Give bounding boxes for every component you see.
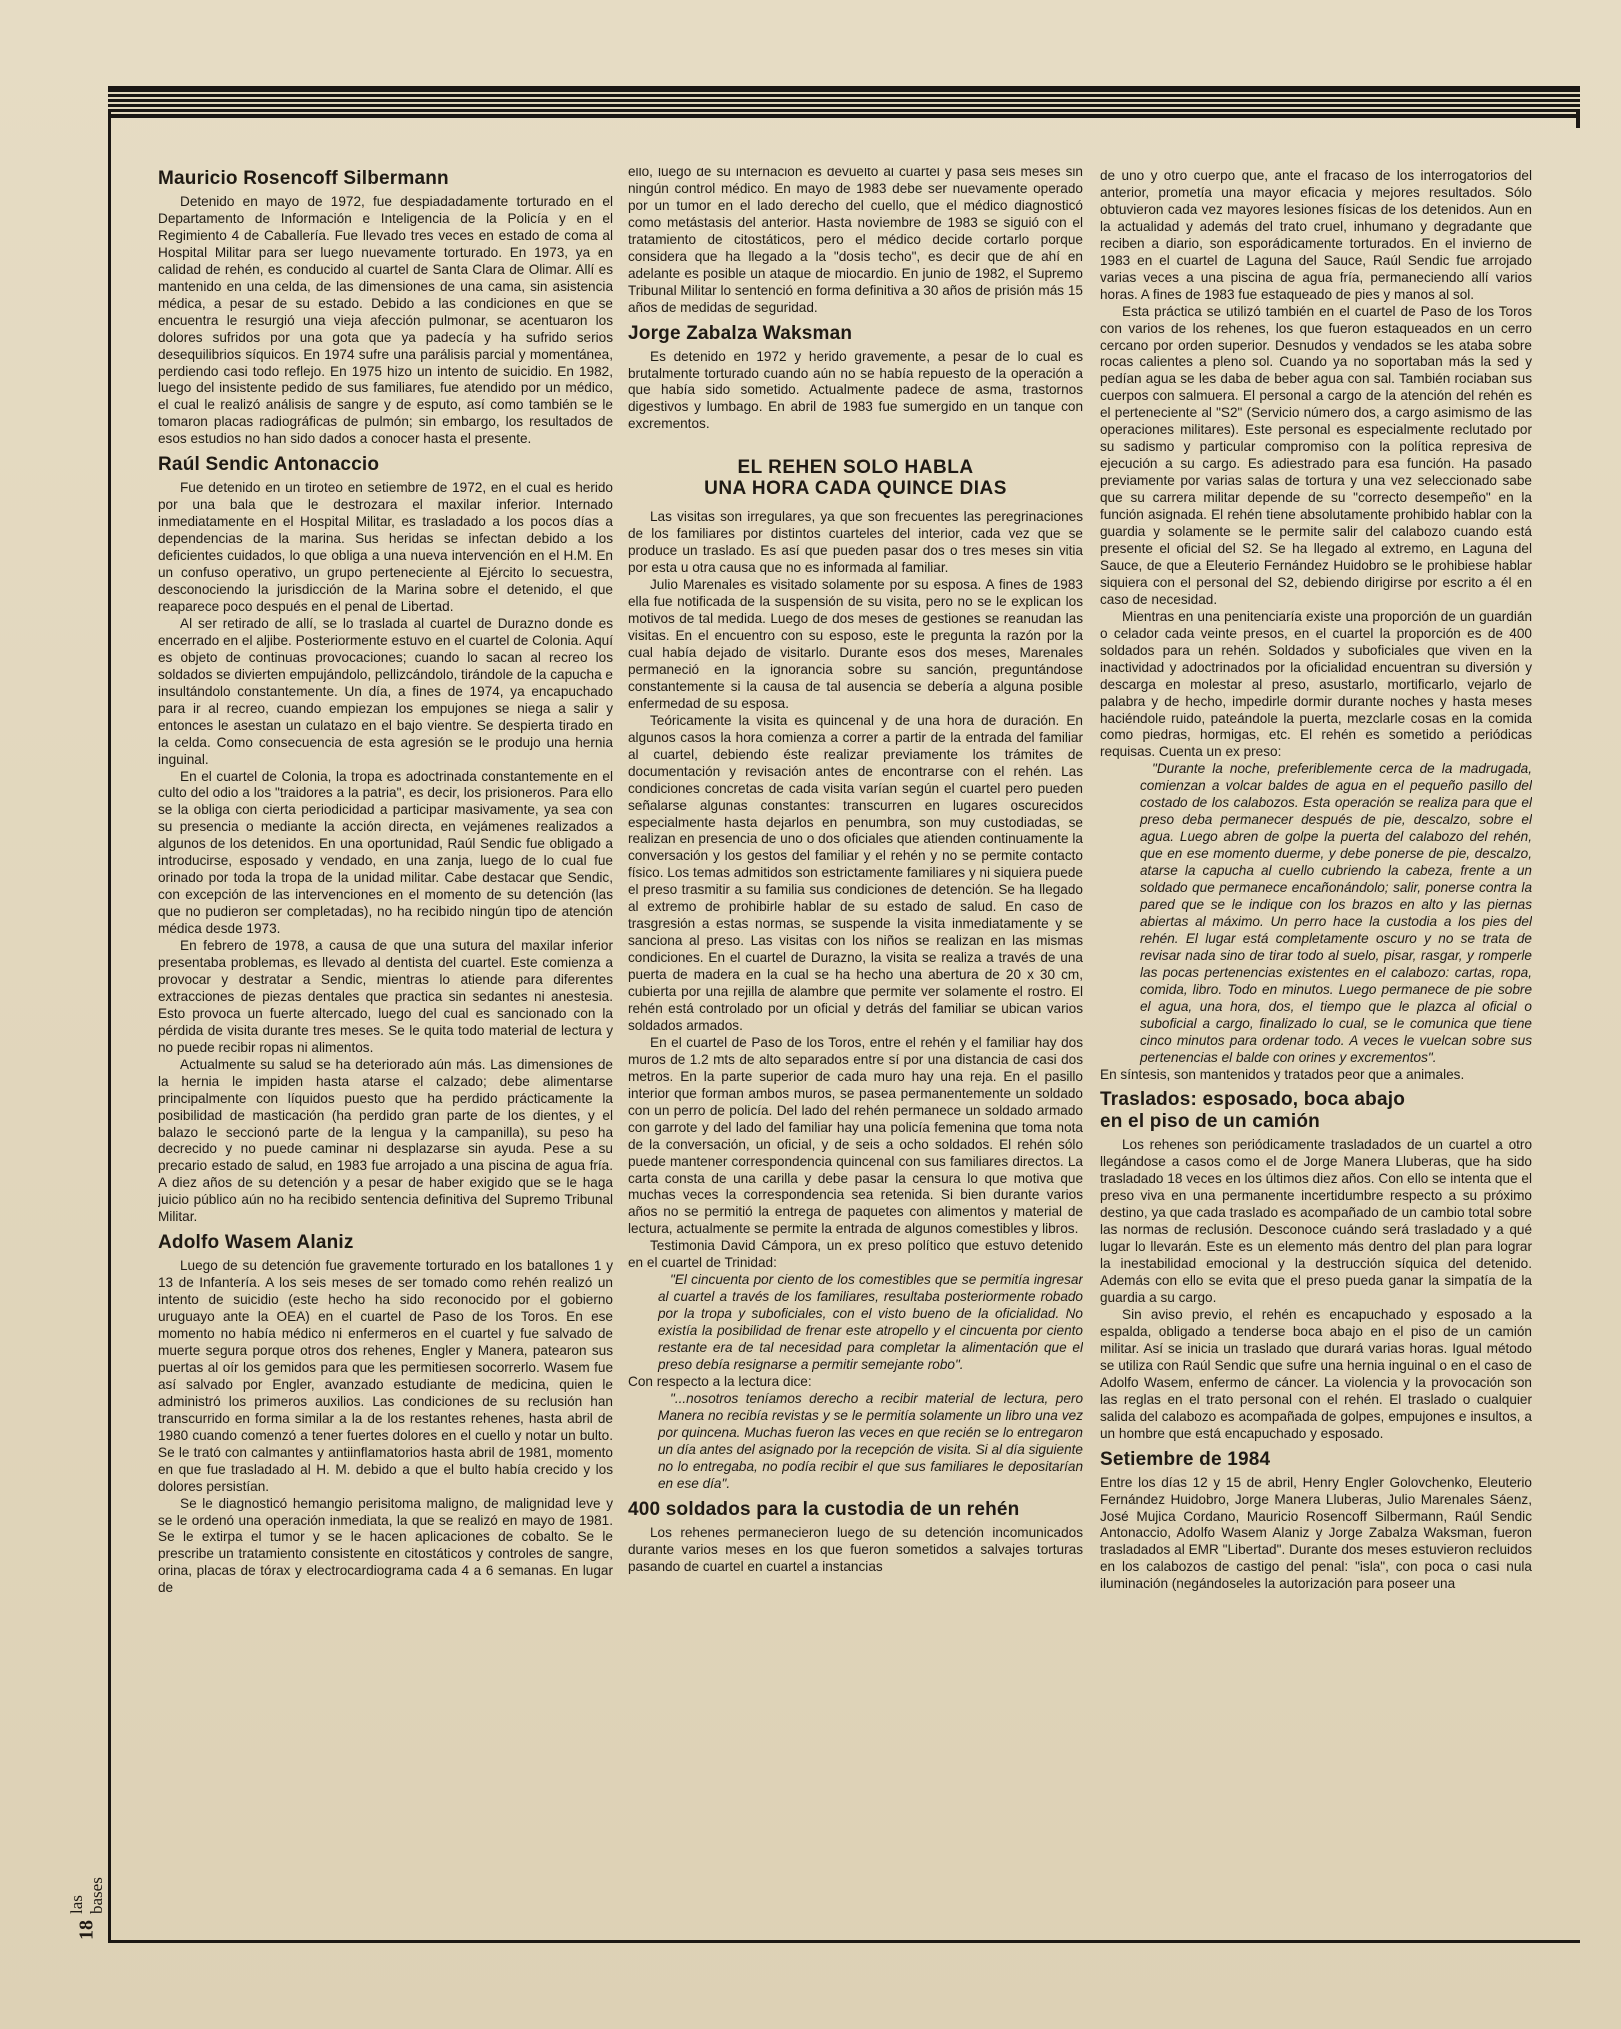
left-frame-rule: [108, 112, 111, 1942]
publication-name: las bases: [67, 1877, 106, 1914]
section-title-line-1: EL REHEN SOLO HABLA: [737, 457, 974, 479]
paragraph: En el cuartel de Colonia, la tropa es adoctrinada constantemente en el culto del odio a los "traidores a la patria", es decir, los prisioneros. Para ello se la obliga con cierta periodicidad a participar masivamente, ya sea con su presencia o mediante la acción directa, en vejámenes realizados a algunos de los detenidos. En una oportunidad, Raúl Sendic fue obligado a introducirse, esposado y vendado, en una zanja, luego de lo cual fue orinado por toda la tropa de la unidad militar. Cabe destacar que Sendic, con excepción de las intervenciones en el momento de su detención (las que no pudieron ser completadas), no ha recibido ningún tipo de atención médica desde 1973.: [158, 768, 613, 937]
quote-lectura: "...nosotros teníamos derecho a recibir material de lectura, pero Manera no recibía revistas y se le permitía solamente un libro una vez por quincena. Muchas fueron las veces en que recién se lo entregaron un día antes del asignado por la recepción de visita. Si al día siguiente no lo entregaba, no podía recibir el que sus familiares le depositarían en ese día".: [658, 1390, 1083, 1491]
heading-zabalza: Jorge Zabalza Waksman: [628, 322, 853, 344]
page-number: 18: [75, 1920, 98, 1940]
paragraph: Esta práctica se utilizó también en el cuartel de Paso de los Toros con varios de los rehenes, los que fueron estaqueados en un cerro cercano por orden superior. Desnudos y vendados se les ataba sobre rocas calientes a pleno sol. Cuando ya no soportaban más la sed y pedían agua se les daba de beber agua con sal. También rociaban sus cuerpos con salmuera. El personal a cargo de la atención del rehén es el perteneciente al "S2" (Servicio número dos, a cargo asimismo de las operaciones militares). Este personal es especialmente reclutado por su sadismo y particular compromiso con la política represiva de ejecución a su cargo. Es adiestrado para esa función. Ha pasado previamente por varias salas de tortura y una vez seleccionado sabe que su carrera militar depende de su "correcto desempeño" en la función asignada. El rehén tiene absolutamente prohibido hablar con la guardia y solamente se le permite salir del calabozo cuando está presente el oficial del S2. Se ha llegado al extremo, en Laguna del Sauce, de que a Eleuterio Fernández Huidobro se le prohibiese hablar siquiera con el personal del S2, debiendo dirigirse por escrito a él en caso de necesidad.: [1100, 303, 1532, 607]
paragraph: Al ser retirado de allí, se lo traslada al cuartel de Durazno donde es encerrado en el aljibe. Posteriormente estuvo en el cuartel de Colonia. Aquí es objeto de continuas provocaciones; cuando lo sacan al recreo los soldados se divierten empujándolo, pellizcándolo, tirándole de la capucha e insultándolo constantemente. Un día, a fines de 1974, ya encapuchado para ir al recreo, cuando empiezan los empujones se niega a salir y entonces le asestan un culatazo en el bajo vientre. Se despierta tirado en la celda. Como consecuencia de esta agresión se le produjo una hernia inguinal.: [158, 615, 613, 767]
paragraph: Los rehenes son periódicamente trasladados de un cuartel a otro llegándose a casos como el de Jorge Manera Lluberas, que ha sido trasladado 18 veces en los últimos diez años. Con ello se intenta que el preso viva en una permanente incertidumbre respecto a su próximo destino, ya que cada traslado es acompañado de un cambio total sobre las normas de reclusión. Desconoce cuándo será trasladado y a qué lugar lo llevarán. Este es un elemento más dentro del plan para lograr la inestabilidad emocional y la destrucción síquica del detenido. Además con ello se evita que el preso pueda ganar la simpatía de la guardia a su cargo.: [1100, 1137, 1532, 1306]
heading-rosencoff: Mauricio Rosencoff Silbermann: [158, 168, 449, 189]
paragraph: Los rehenes permanecieron luego de su detención incomunicados durante varios meses en los que fueron sometidos a salvajes torturas pasando de cuartel en cuartel a instancias: [628, 1524, 1083, 1574]
page-folio: [67, 1860, 106, 1940]
heading-traslados-line-2: en el piso de un camión: [1100, 1111, 1320, 1133]
column-2: [628, 168, 1083, 1928]
top-rule-band: [108, 86, 1580, 118]
heading-traslados-line-1: Traslados: esposado, boca abajo: [1100, 1089, 1406, 1111]
column-3: [1100, 168, 1532, 1928]
paragraph: Sin aviso previo, el rehén es encapuchado y esposado a la espalda, obligado a tenderse boca abajo en el piso de un camión militar. Así se inicia un traslado que durará varias horas. Igual método se utiliza con Raúl Sendic que sufre una hernia inguinal o en el caso de Adolfo Wasem, enfermo de cáncer. La violencia y la provocación son las reglas en el trato personal con el rehén. El traslado o cualquier salida del calabozo es acompañada de golpes, empujones e insultos, a un hombre que está encapuchado y esposado.: [1100, 1307, 1532, 1441]
paragraph: Se le diagnosticó hemangio perisitoma maligno, de malignidad leve y se le ordenó una operación inmediata, la que se realizó en mayo de 1981. Se le extirpa el tumor y se le hacen aplicaciones de cobalto. Se le prescribe un tratamiento consistente en citostáticos y controles de sangre, orina, placas de tórax y electrocardiograma cada 4 a 6 semanas. En lugar de: [158, 1495, 613, 1596]
section-title-visitas: [628, 457, 1083, 499]
quote-ex-preso: "Durante la noche, preferiblemente cerca de la madrugada, comienzan a volcar baldes de agua en el pequeño pasillo del costado de los calabozos. Esta operación se realiza para que el preso deba permanecer después de pie, descalzo, sobre el agua. Luego abren de golpe la puerta del calabozo del rehén, que en ese momento duerme, y debe ponerse de pie, descalzo, atarse la capucha al cuello cubriendo la cabeza, frente a un soldado que permanece encañonándolo; salir, ponerse contra la pared que se le indique con los brazos en alto y las piernas abiertas al máximo. Un perro hace la custodia a los pies del rehén. El lugar está completamente oscuro y no se trata de revisar nada sino de tirar todo al suelo, pisar, rasgar, y romperle las pocas pertenencias existentes en el calabozo: cartas, ropa, comida, libro. Todo en minutos. Luego permanece de pie sobre el agua, una hora, dos, el tiempo que le plazca al oficial o suboficial a cargo, finalizado lo cual, se le comunica que tiene cinco minutos para ordenar todo. A veces le vuelcan sobre sus pertenencias el balde con orines y excrementos".: [1140, 761, 1532, 1065]
paragraph: Fue detenido en un tiroteo en setiembre de 1972, en el cual es herido por una bala que le destrozara el maxilar inferior. Internado inmediatamente en el Hospital Militar, es trasladado a los pocos días a dependencias de la marina. Sus heridas se infectan debido a los deficientes cuidados, lo que obliga a una nueva intervención en el H.M. En un confuso operativo, un grupo perteneciente al Ejército lo secuestra, desconociendo la jurisdicción de la Marina sobre el detenido, el que reaparece poco después en el penal de Libertad.: [158, 480, 613, 614]
paragraph: Luego de su detención fue gravemente torturado en los batallones 1 y 13 de Infantería. A los seis meses de ser tomado como rehén realizó un intento de suicidio (este hecho ha sido reconocido por el gobierno uruguayo ante la OEA) en el cuartel de Paso de los Toros. En ese momento no había médico ni enfermeros en el cuartel y fue salvado de muerte segura porque otros dos rehenes, Engler y Manera, patearon sus puertas al oír los gemidos para que les permitiesen socorrerlo. Wasem fue así salvado por Engler, avanzado estudiante de medicina, quien le administró los primeros auxilios. Las condiciones de su reclusión han transcurrido en forma similar a la de los restantes rehenes, hasta abril de 1980 cuando comenzó a tener fuertes dolores en el cuello y notar un bulto. Se le trató con calmantes y antiinflamatorios hasta abril de 1981, momento en que fue trasladado al H. M. debido a que el bulto había crecido y los dolores persistían.: [158, 1258, 613, 1494]
heading-custodia: 400 soldados para la custodia de un rehén: [628, 1498, 1020, 1520]
paragraph: Teóricamente la visita es quincenal y de una hora de duración. En algunos casos la hora comienza a correr a partir de la entrada del familiar al cuartel, debiendo éste realizar previamente los trámites de documentación y revisación antes de encontrarse con el rehén. Las condiciones concretas de cada visita varían según el cuartel pero pueden señalarse algunas constantes: transcurren en lugares oscurecidos especialmente hasta dejarlos en penumbra, son muy custodiadas, se realizan en presencia de uno o dos oficiales que atienden continuamente la conversación y los gestos del familiar y el rehén y no se permite contacto físico. Los temas admitidos son estrictamente familiares y ni siquiera puede el preso trasmitir a su familia sus condiciones de detención. Se ha llegado al extremo de prohibirle hablar de su estado de salud. En caso de trasgresión a estas normas, se suspende la visita inmediatamente y se sanciona al preso. Las visitas con los niños se realizan en las mismas condiciones. En el cuartel de Durazno, la visita se realiza a través de una puerta de madera en la cual se ha hecho una abertura de 20 x 30 cm, cubierta por una rejilla de alambre que permite ver solamente el rostro. El rehén está controlado por un oficial y detrás del familiar se ubican varios soldados armados.: [628, 712, 1083, 1033]
paragraph: En el cuartel de Paso de los Toros, entre el rehén y el familiar hay dos muros de 1.2 mts de alto separados entre sí por una distancia de casi dos metros. En la parte superior de cada muro hay una reja. En el pasillo interior que forman ambos muros, se pasea permanentemente un soldado con un perro de policía. Del lado del rehén permanece un soldado armado con garrote y del lado del familiar hay una policía femenina que toma nota de la conversación, un oficial, y de seis a ocho soldados. El rehén sólo puede mantener correspondencia quincenal con sus familiares directos. La carta consta de una carilla y debe pasar la censura lo que motiva que muchas veces la correspondencia sea retenida. Si bien durante varios años no se permitió la entrega de paquetes con alimentos y material de lectura, actualmente se permite la entrada de algunos comestibles y libros.: [628, 1034, 1083, 1237]
paragraph: Entre los días 12 y 15 de abril, Henry Engler Golovchenko, Eleuterio Fernández Huidobro, Jorge Manera Lluberas, Julio Marenales Sáenz, José Mujica Cordano, Mauricio Rosencoff Silbermann, Raúl Sendic Antonaccio, Adolfo Wasem Alaniz y Jorge Zabalza Waksman, fueron trasladados al EMR "Libertad". Durante dos meses estuvieron recluidos en los calabozos de castigo del penal: "isla", con poca o casi nula iluminación (negándoseles la autorización para poseer una: [1100, 1474, 1532, 1592]
right-frame-rule: [1576, 112, 1580, 128]
heading-traslados: [1100, 1089, 1532, 1133]
paragraph: Actualmente su salud se ha deteriorado aún más. Las dimensiones de la hernia le impiden hasta atarse el calzado; debe alimentarse principalmente con líquidos puesto que ha perdido prácticamente la posibilidad de masticación (ha perdido gran parte de los dientes, y el balazo le seccionó parte de la lengua y la campanilla), su peso ha decrecido y no puede caminar ni desplazarse sin ayuda. Pese a su precario estado de salud, en 1983 fue arrojado a una piscina de agua fría. A diez años de su detención y a pesar de haber exigido que se le haga juicio público aún no ha recibido sentencia definitiva del Supremo Tribunal Militar.: [158, 1056, 613, 1225]
paragraph: En síntesis, son mantenidos y tratados peor que a animales.: [1100, 1066, 1465, 1082]
paragraph: de uno y otro cuerpo que, ante el fracaso de los interrogatorios del anterior, prometía una mayor eficacia y mejores resultados. Sólo obtuvieron cada vez mayores lesiones físicas de los detenidos. Aun en la actualidad y además del trato cruel, inhumano y degradante que reciben a diario, son esporádicamente torturados. En el invierno de 1983 en el cuartel de Laguna del Sauce, Raúl Sendic fue arrojado varias veces a una piscina de agua fría, permaneciendo allí varios horas. A fines de 1983 fue estaqueado de pies y manos al sol.: [1100, 168, 1532, 302]
paragraph: Con respecto a la lectura dice:: [628, 1373, 812, 1389]
paragraph: Testimonia David Cámpora, un ex preso político que estuvo detenido en el cuartel de Trinidad:: [628, 1238, 1083, 1271]
column-1: [158, 168, 613, 1928]
paragraph: Detenido en mayo de 1972, fue despiadadamente torturado en el Departamento de Información e Inteligencia de la Policía y en el Regimiento 4 de Caballería. Fue llevado tres veces en estado de coma al Hospital Militar para ser luego nuevamente torturado. En 1973, ya en calidad de rehén, es conducido al cuartel de Santa Clara de Olimar. Allí es mantenido en una celda, de las dimensiones de una cama, sin asistencia médica, a pesar de su estado. Debido a las condiciones en que se encuentra le resurgió una vieja afección pulmonar, se acentuaron los dolores sufridos por una gota que ya padecía y ha sufrido serios desequilibrios síquicos. En 1974 sufre una parálisis parcial y momentánea, perdiendo casi todo reflejo. En 1975 hizo un intento de suicidio. En 1982, luego del insistente pedido de sus familiares, fue atendido por un médico, el cual le realizó análisis de sangre y de esputo, así como también se le tomaron placas radiográficas de pulmón; sin embargo, los resultados de esos estudios no han sido dados a conocer hasta el presente.: [158, 194, 613, 447]
heading-setiembre: Setiembre de 1984: [1100, 1448, 1271, 1470]
paragraph: ello, luego de su internación es devuelto al cuartel y pasa seis meses sin ningún control médico. En mayo de 1983 debe ser nuevamente operado por un tumor en el lado derecho del cuello, que el médico diagnosticó como metástasis del anterior. Hasta noviembre de 1983 se siguió con el tratamiento de citostáticos, pero el médico decide cortarlo porque considera que ha llegado a la "dosis techo", es decir que de ahí en adelante es posible un ataque de miocardio. En junio de 1982, el Supremo Tribunal Militar lo sentenció en forma definitiva a 30 años de prisión más 15 años de medidas de seguridad.: [628, 168, 1083, 315]
paragraph: Es detenido en 1972 y herido gravemente, a pesar de lo cual es brutalmente torturado cuando aún no se había repuesto de la operación a que había sido sometido. Actualmente padece de asma, trastornos digestivos y lumbago. En abril de 1983 fue sumergido en un tanque con excrementos.: [628, 348, 1083, 432]
paragraph: Mientras en una penitenciaría existe una proporción de un guardián o celador cada veinte presos, en el cuartel la proporción es de 400 soldados para un rehén. Soldados y suboficiales que viven en la inactividad y adoctrinados por la oficialidad encuentran su diversión y descarga en molestar al preso, asustarlo, mortificarlo, vejarlo de palabra y de hecho, impedirle dormir durante noches y hasta meses haciéndole ruido, pateándole la puerta, mezclarle cosas en la comida como piedras, hormigas, etc. El rehén es sometido a periódicas requisas. Cuenta un ex preso:: [1100, 608, 1532, 760]
heading-wasem: Adolfo Wasem Alaniz: [158, 1232, 354, 1254]
section-title-line-2: UNA HORA CADA QUINCE DIAS: [704, 478, 1007, 500]
heading-sendic: Raúl Sendic Antonaccio: [158, 454, 380, 476]
paragraph: En febrero de 1978, a causa de que una sutura del maxilar inferior presentaba problemas, es llevado al dentista del cuartel. Este comienza a provocar y destratar a Sendic, mientras lo atiende para diferentes extracciones de piezas dentales que practica sin sedantes ni anestesia. Esto provoca un fuerte altercado, luego del cual es sancionado con la pérdida de visita durante tres meses. Se le quita todo material de lectura y no puede recibir ropas ni alimentos.: [158, 938, 613, 1055]
paragraph: Las visitas son irregulares, ya que son frecuentes las peregrinaciones de los familiares por distintos cuarteles del interior, cada vez que se produce un traslado. Es así que pueden pasar dos o tres meses sin vitia por esta u otra causa que no es informada al familiar.: [628, 509, 1083, 576]
paragraph: Julio Marenales es visitado solamente por su esposa. A fines de 1983 ella fue notificada de la suspensión de su visita, pero no se le explican los motivos de tal medida. Luego de dos meses de gestiones se reanudan las visitas. En el encuentro con su esposo, este le pregunta la razón por la cual había dejado de visitarlo. Durante esos dos meses, Marenales permaneció en la ignorancia sobre su sanción, preguntándose constantemente si la causa de tal ausencia se debería a alguna posible enfermedad de su esposa.: [628, 577, 1083, 711]
quote-camporaa: "El cincuenta por ciento de los comestibles que se permitía ingresar al cuartel a través de los familiares, resultaba posteriormente robado por la tropa y suboficiales, con el visto bueno de la oficialidad. No existía la posibilidad de frenar este atropello y el cincuenta por ciento restante era de tal necesidad para completar la alimentación que el preso debía resignarse a permitir semejante robo".: [658, 1272, 1083, 1372]
bottom-frame-rule: [108, 1940, 1580, 1943]
